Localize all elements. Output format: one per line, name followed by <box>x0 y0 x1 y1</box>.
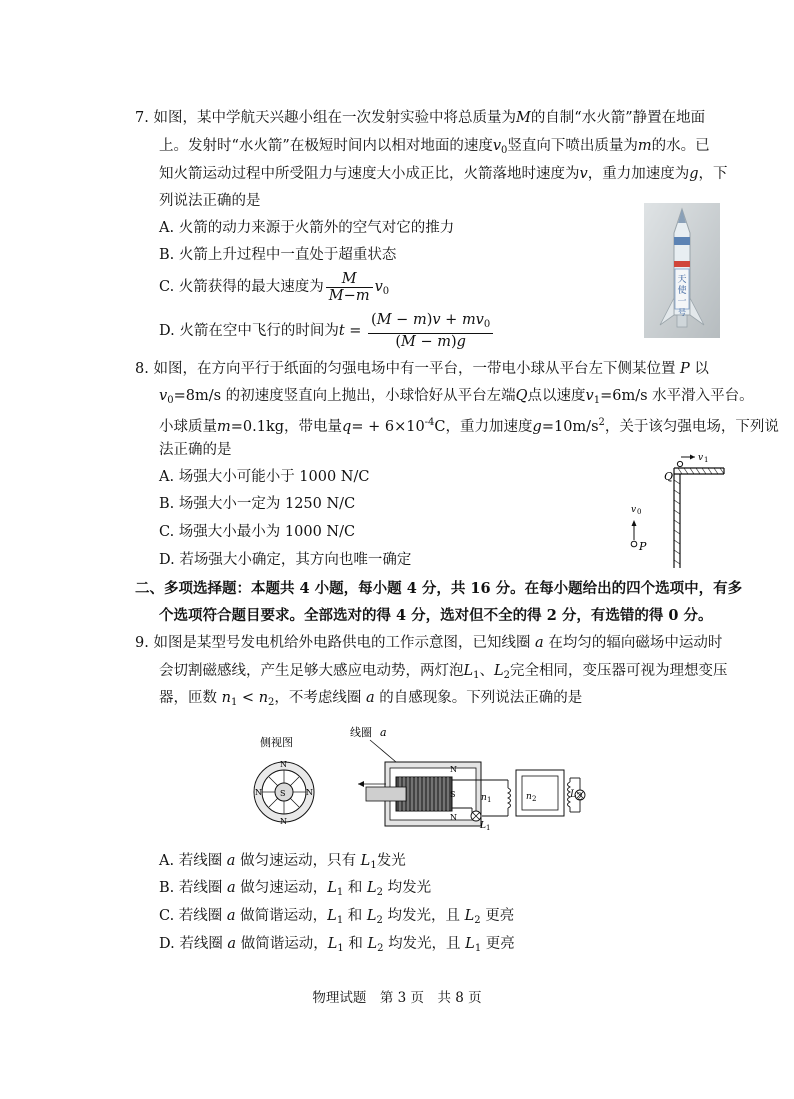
svg-text:S: S <box>450 790 456 799</box>
q7-option-c[interactable]: C. 火箭获得的最大速度为 $\frac{M}{M-m}$ $v_0$ <box>159 270 390 304</box>
svg-text:S: S <box>280 789 286 798</box>
svg-text:1: 1 <box>487 796 492 804</box>
q9-line3: 器，匝数 $n_1 < n_2$，不考虑线圈 a 的自感现象。下列说法正确的是 <box>159 690 583 708</box>
svg-text:a: a <box>380 726 387 739</box>
svg-text:使: 使 <box>677 286 687 296</box>
svg-text:2: 2 <box>532 795 537 803</box>
svg-text:v: v <box>631 505 637 515</box>
q9-option-a[interactable]: A. 若线圈 a 做匀速运动，只有 $L_1$发光 <box>159 853 406 871</box>
q9-option-c[interactable]: C. 若线圈 a 做简谐运动，$L_1$ 和 $L_2$ 均发光，且 $L_2$ 更亮 <box>159 908 515 926</box>
svg-text:N: N <box>450 765 457 774</box>
svg-text:v: v <box>698 453 704 463</box>
section2-heading-line1: 二、多项选择题：本题共 4 小题，每小题 4 分，共 16 分。在每小题给出的四个选项中，有多 <box>135 580 743 597</box>
platform-diagram <box>626 450 730 572</box>
page-footer: 物理试题 第 3 页 共 8 页 <box>312 990 482 1006</box>
svg-text:Q: Q <box>664 470 674 483</box>
svg-text:n: n <box>526 792 532 802</box>
q7-line2: 上。发射时“水火箭”在极短时间内以相对地面的速度$v_0$竖直向下喷出质量为m的水。已 <box>159 138 710 156</box>
q9-option-b[interactable]: B. 若线圈 a 做匀速运动，$L_1$ 和 $L_2$ 均发光 <box>159 880 432 898</box>
svg-text:n: n <box>481 793 487 803</box>
svg-text:N: N <box>306 788 313 797</box>
q9-option-d[interactable]: D. 若线圈 a 做简谐运动，$L_1$ 和 $L_2$ 均发光，且 $L_1$ 更亮 <box>159 936 515 954</box>
q7-option-b[interactable]: B. 火箭上升过程中一直处于超重状态 <box>159 247 397 263</box>
q8-line4: 法正确的是 <box>159 442 232 458</box>
svg-text:1: 1 <box>486 824 491 832</box>
section2-heading-line2: 个选项符合题目要求。全部选对的得 4 分，选对但不全的得 2 分，有选错的得 0 分。 <box>159 607 713 624</box>
svg-text:1: 1 <box>704 456 709 464</box>
svg-text:号: 号 <box>678 308 686 317</box>
svg-text:侧视图: 侧视图 <box>260 736 293 749</box>
svg-text:天: 天 <box>677 275 687 285</box>
svg-text:N: N <box>450 813 457 822</box>
svg-text:N: N <box>280 817 287 826</box>
q7-line4: 列说法正确的是 <box>159 193 261 209</box>
q9-line1: 9. 如图是某型号发电机给外电路供电的工作示意图，已知线圈 a 在均匀的辐向磁场中运动时 <box>135 635 723 651</box>
lamp-l2-label: $L_2$ <box>570 789 584 803</box>
svg-text:L: L <box>480 821 486 831</box>
svg-text:一: 一 <box>677 297 687 307</box>
q7-option-a[interactable]: A. 火箭的动力来源于火箭外的空气对它的推力 <box>159 220 455 236</box>
q8-option-c[interactable]: C. 场强大小最小为 1000 N/C <box>159 524 356 540</box>
svg-text:N: N <box>280 760 287 769</box>
q8-line2: $v_0=8m/s$ 的初速度竖直向上抛出，小球恰好从平台左端Q点以速度$v_1=6m/s$ 水平滑入平台。 <box>159 388 754 406</box>
water-rocket-photo <box>644 203 720 338</box>
svg-text:线圈: 线圈 <box>350 726 372 739</box>
q8-line3: 小球质量m=0.1kg，带电量$q= + 6\times 10^{-4}C$，重力加速度$g=10m/s^2$，关于该匀强电场，下列说 <box>159 417 779 435</box>
svg-text:P: P <box>639 540 647 553</box>
q8-option-d[interactable]: D. 若场强大小确定，其方向也唯一确定 <box>159 552 412 568</box>
svg-text:0: 0 <box>637 508 642 516</box>
q7-option-d[interactable]: D. 火箭在空中飞行的时间为t = $\frac{(M - m)v + mv_0}{(M - m)g}$ <box>159 312 495 350</box>
q8-option-a[interactable]: A. 场强大小可能小于 1000 N/C <box>159 469 370 485</box>
q7-line3: 知火箭运动过程中所受阻力与速度大小成正比，火箭落地时速度为v，重力加速度为g，下 <box>159 166 728 182</box>
q7-line1: 7. 如图，某中学航天兴趣小组在一次发射实验中将总质量为M的自制“水火箭”静置在地面 <box>135 110 706 126</box>
q8-line1: 8. 如图，在方向平行于纸面的匀强电场中有一平台，一带电小球从平台左下侧某位置 P 以 <box>135 361 709 377</box>
generator-circuit-diagram <box>240 722 590 834</box>
q9-line2: 会切割磁感线，产生足够大感应电动势，两灯泡$L_1$、$L_2$完全相同，变压器可视为理想变压 <box>159 663 728 681</box>
svg-text:N: N <box>255 788 262 797</box>
q8-option-b[interactable]: B. 场强大小一定为 1250 N/C <box>159 496 356 512</box>
